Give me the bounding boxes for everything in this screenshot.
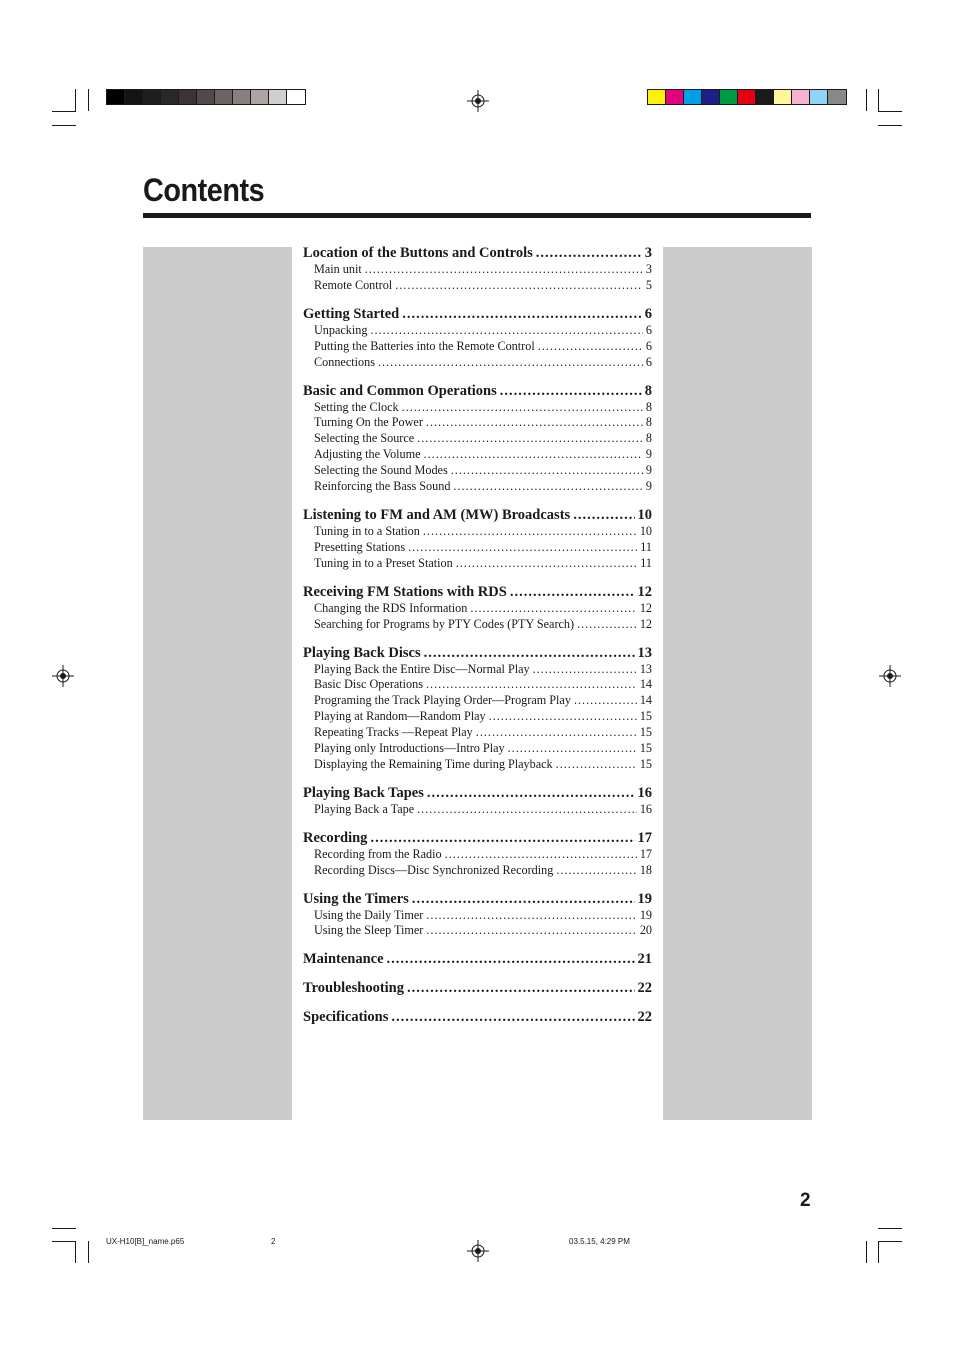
toc-item-page: 9 [645,479,652,494]
toc-leader-dots [426,923,636,939]
color-swatch [233,90,251,104]
registration-mark-icon [467,1240,489,1262]
toc-heading [303,979,652,997]
toc-heading-page: 22 [637,1009,652,1026]
crop-mark [878,1241,879,1263]
toc-section [303,506,652,572]
toc-leader-dots [508,741,637,757]
toc-item-page: 15 [639,741,652,756]
toc-leader-dots [424,447,643,463]
footer-timestamp: 03.5.15, 4:29 PM [569,1237,630,1246]
color-swatch [774,90,792,104]
color-swatch [648,90,666,104]
color-swatch [251,90,269,104]
toc-item-title: Using the Daily Timer [314,907,424,922]
color-swatch [179,90,197,104]
toc-leader-dots [391,1008,634,1026]
toc-item-page: 15 [639,725,652,740]
page-number: 2 [800,1190,811,1211]
toc-heading-title: Recording [303,829,368,846]
toc-heading-title: Specifications [303,1009,389,1026]
toc-heading-page: 16 [637,784,652,801]
toc-section [303,829,652,879]
crop-mark [75,1241,76,1263]
table-of-contents [303,244,652,1037]
toc-leader-dots [402,400,643,416]
toc-item-title: Repeating Tracks —Repeat Play [314,725,473,740]
toc-heading [303,784,652,802]
toc-section [303,382,652,495]
crop-mark [878,125,902,126]
toc-item-title: Main unit [314,262,362,276]
toc-heading [303,950,652,968]
toc-heading-title: Using the Timers [303,890,409,907]
toc-item-title: Basic Disc Operations [314,677,423,692]
toc-heading [303,644,652,662]
crop-mark [52,111,76,112]
toc-item [303,479,652,495]
color-swatch [720,90,738,104]
toc-heading [303,382,652,400]
toc-item-title: Setting the Clock [314,399,399,414]
toc-leader-dots [370,829,634,847]
toc-item-page: 10 [639,523,652,538]
toc-item-title: Reinforcing the Bass Sound [314,479,451,494]
toc-heading-page: 6 [644,305,652,322]
toc-leader-dots [395,278,643,294]
title-rule [143,213,811,218]
toc-item-page: 9 [645,447,652,462]
toc-leader-dots [489,709,637,725]
toc-section [303,890,652,940]
toc-item [303,923,652,939]
toc-leader-dots [510,583,635,601]
toc-item-title: Recording from the Radio [314,846,442,861]
toc-item-title: Presetting Stations [314,539,406,554]
toc-item [303,908,652,924]
toc-item [303,524,652,540]
toc-item-title: Playing Back a Tape [314,801,415,816]
toc-item [303,601,652,617]
toc-heading [303,1008,652,1026]
toc-item-page: 5 [645,277,652,292]
crop-mark [878,1241,902,1242]
toc-leader-dots [370,323,642,339]
color-swatch [702,90,720,104]
toc-item-page: 15 [639,756,652,771]
toc-leader-dots [408,540,637,556]
toc-leader-dots [407,979,635,997]
right-side-panel [663,247,812,1120]
toc-item-page: 14 [639,677,652,692]
footer-page: 2 [271,1237,276,1246]
toc-item [303,741,652,757]
crop-mark [878,1228,902,1229]
color-swatch [684,90,702,104]
toc-leader-dots [426,415,643,431]
footer-file-name: UX-H10[B]_name.p65 [106,1237,185,1246]
crop-mark [52,1241,76,1242]
toc-heading [303,583,652,601]
toc-item-page: 18 [639,862,652,877]
toc-leader-dots [427,784,635,802]
color-swatch [107,90,125,104]
toc-leader-dots [573,506,634,524]
toc-leader-dots [423,524,637,540]
color-swatch [738,90,756,104]
toc-leader-dots [417,431,643,447]
toc-leader-dots [453,479,642,495]
toc-item [303,725,652,741]
toc-item-page: 11 [640,539,652,554]
toc-item-title: Displaying the Remaining Time during Playback [314,756,553,771]
crop-mark [75,89,76,111]
toc-heading-page: 17 [637,829,652,846]
toc-section [303,583,652,633]
toc-item-page: 12 [639,616,652,631]
color-swatch [287,90,305,104]
toc-item-title: Remote Control [314,277,393,292]
toc-item-title: Putting the Batteries into the Remote Control [314,338,535,353]
toc-leader-dots [574,693,637,709]
toc-item-title: Programing the Track Playing Order—Program Play [314,693,571,708]
toc-item [303,400,652,416]
toc-heading-title: Playing Back Tapes [303,784,424,801]
toc-leader-dots [378,355,643,371]
crop-mark [866,89,867,111]
toc-item [303,677,652,693]
toc-item-title: Playing at Random—Random Play [314,709,486,724]
toc-section [303,244,652,294]
toc-leader-dots [536,244,642,262]
toc-section [303,305,652,371]
toc-heading [303,506,652,524]
color-swatch [143,90,161,104]
toc-item-title: Playing only Introductions—Intro Play [314,741,505,756]
registration-mark-icon [879,665,901,687]
toc-section [303,644,652,773]
color-swatch [756,90,774,104]
crop-mark [866,1241,867,1263]
toc-heading-page: 22 [637,980,652,997]
toc-heading-page: 8 [644,382,652,399]
toc-leader-dots [445,847,637,863]
toc-item-page: 12 [639,600,652,615]
registration-mark-icon [467,90,489,112]
toc-item-page: 9 [645,463,652,478]
toc-leader-dots [402,305,642,323]
toc-leader-dots [556,757,637,773]
toc-item-page: 8 [645,431,652,446]
toc-heading-page: 3 [644,245,652,261]
toc-item [303,339,652,355]
toc-item [303,693,652,709]
left-side-panel [143,247,292,1120]
registration-mark-icon [52,665,74,687]
grayscale-bar [106,89,306,105]
toc-heading-title: Location of the Buttons and Controls [303,245,533,261]
toc-item-page: 6 [645,354,652,369]
toc-leader-dots [533,662,637,678]
toc-leader-dots [476,725,637,741]
crop-mark [52,125,76,126]
toc-item [303,863,652,879]
toc-item-page: 6 [645,322,652,337]
toc-heading-page: 10 [637,506,652,523]
toc-item [303,617,652,633]
toc-leader-dots [426,677,637,693]
toc-item [303,415,652,431]
color-swatch [161,90,179,104]
toc-item-title: Selecting the Source [314,431,415,446]
color-swatch [197,90,215,104]
toc-item-page: 15 [639,709,652,724]
color-swatch [810,90,828,104]
toc-heading-title: Listening to FM and AM (MW) Broadcasts [303,506,571,523]
toc-section [303,950,652,968]
toc-item-page: 3 [645,262,652,276]
toc-item [303,463,652,479]
toc-heading-title: Getting Started [303,305,400,322]
toc-item-title: Connections [314,354,375,369]
toc-leader-dots [456,556,638,572]
toc-item-page: 20 [639,923,652,938]
toc-item [303,355,652,371]
toc-item-title: Turning On the Power [314,415,423,430]
toc-leader-dots [538,339,643,355]
toc-item-title: Tuning in to a Station [314,523,420,538]
toc-item-page: 13 [639,661,652,676]
toc-item-page: 8 [645,415,652,430]
toc-leader-dots [470,601,636,617]
toc-item [303,262,652,278]
toc-heading [303,829,652,847]
toc-item [303,540,652,556]
toc-item-title: Unpacking [314,322,368,337]
toc-item-page: 6 [645,338,652,353]
color-swatch [792,90,810,104]
toc-leader-dots [556,863,637,879]
toc-heading-title: Basic and Common Operations [303,382,497,399]
toc-item-page: 14 [639,693,652,708]
toc-item [303,757,652,773]
color-swatch [215,90,233,104]
toc-item-title: Searching for Programs by PTY Codes (PTY Search) [314,616,575,631]
toc-item-page: 11 [640,555,652,570]
toc-item [303,323,652,339]
toc-leader-dots [365,262,643,278]
toc-item [303,802,652,818]
toc-heading-title: Playing Back Discs [303,644,421,661]
color-swatch [125,90,143,104]
toc-item-page: 17 [639,846,652,861]
toc-item-title: Changing the RDS Information [314,600,468,615]
toc-leader-dots [500,382,642,400]
page-title: Contents [143,172,265,208]
toc-heading [303,244,652,262]
toc-item [303,447,652,463]
crop-mark [88,89,89,111]
toc-heading-page: 12 [637,583,652,600]
toc-item [303,847,652,863]
crop-mark [878,89,879,111]
toc-item-page: 19 [639,907,652,922]
toc-item-title: Selecting the Sound Modes [314,463,448,478]
toc-leader-dots [426,908,636,924]
crop-mark [88,1241,89,1263]
toc-heading [303,890,652,908]
toc-heading-title: Receiving FM Stations with RDS [303,583,507,600]
toc-section [303,1008,652,1026]
toc-item [303,278,652,294]
toc-item-page: 8 [645,399,652,414]
toc-section [303,784,652,818]
toc-leader-dots [577,617,637,633]
toc-item [303,662,652,678]
toc-item [303,556,652,572]
toc-item [303,709,652,725]
toc-leader-dots [451,463,643,479]
color-swatch [828,90,846,104]
color-swatch [269,90,287,104]
toc-heading-title: Troubleshooting [303,980,404,997]
color-swatch [666,90,684,104]
toc-heading-page: 13 [637,644,652,661]
crop-mark [878,111,902,112]
toc-leader-dots [412,890,635,908]
toc-heading-page: 21 [637,951,652,968]
toc-heading [303,305,652,323]
toc-section [303,979,652,997]
toc-item-title: Adjusting the Volume [314,447,421,462]
toc-item-title: Using the Sleep Timer [314,923,424,938]
toc-heading-page: 19 [637,890,652,907]
toc-leader-dots [424,644,635,662]
toc-item-title: Recording Discs—Disc Synchronized Recording [314,862,554,877]
toc-item [303,431,652,447]
toc-item-title: Tuning in to a Preset Station [314,555,453,570]
crop-mark [52,1228,76,1229]
color-bar [647,89,847,105]
toc-item-title: Playing Back the Entire Disc—Normal Play [314,661,530,676]
toc-leader-dots [417,802,637,818]
toc-item-page: 16 [639,801,652,816]
toc-leader-dots [387,950,635,968]
toc-heading-title: Maintenance [303,951,384,968]
